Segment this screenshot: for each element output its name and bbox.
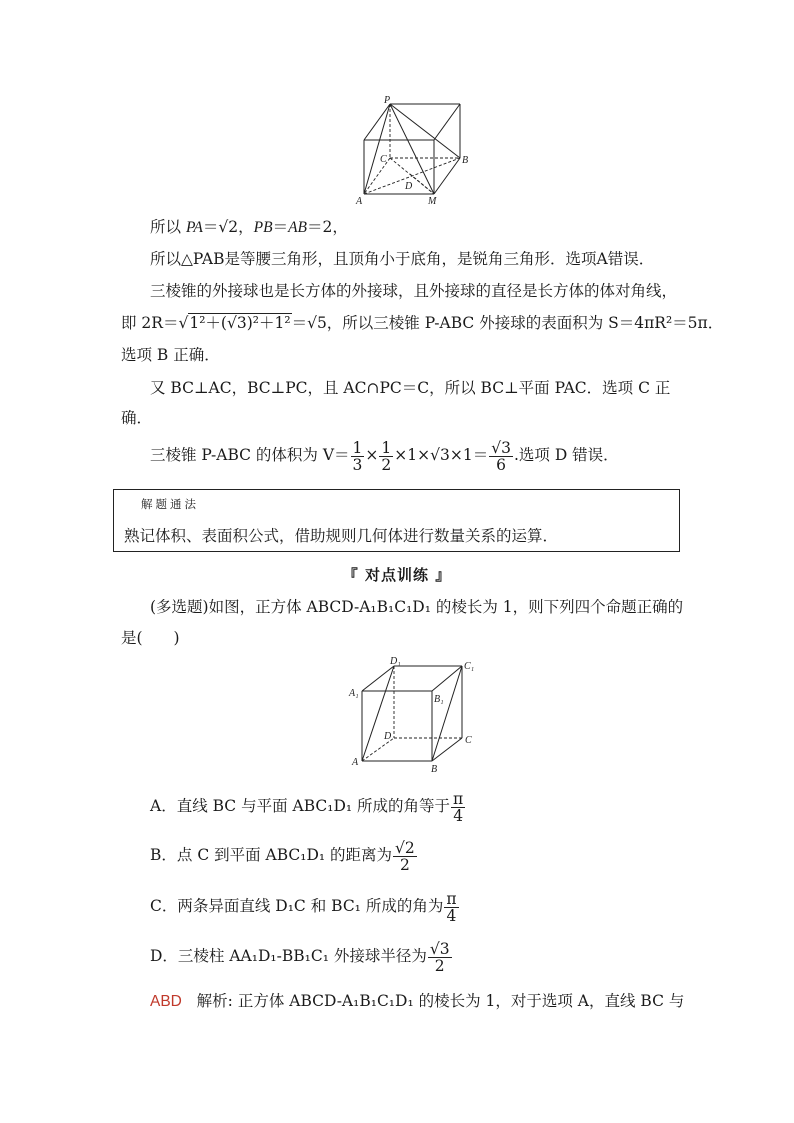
line-volume: 三棱锥 P-ABC 的体积为 V＝ $\frac{1}{3}$ × $\frac{1}{2}$ ×1×√3×1＝ $\frac{√3}{6}$ .选项 D 错误． [150, 438, 619, 474]
fraction-one-half: $\frac{1}{2}$ [381, 438, 392, 474]
option-d: D．三棱柱 AA₁D₁-BB₁C₁ 外接球半径为 $\frac{√3}{2}$ [150, 939, 450, 975]
fig2-label-D: D [384, 731, 392, 742]
fig2-label-A: A [352, 757, 359, 768]
fig2-label-B: B [431, 764, 438, 775]
figure-box-pyramid [350, 96, 480, 208]
fig2-label-C1: C₁ [464, 661, 475, 672]
solution-line [150, 991, 684, 1012]
fig1-label-A: A [356, 196, 363, 207]
solution-text: 正方体 ABCD-A₁B₁C₁D₁ 的棱长为 1，对于选项 A，直线 BC 与 [232, 992, 685, 1010]
fraction-one-third: $\frac{1}{3}$ [352, 438, 363, 474]
method-box-body: 熟记体积、表面积公式，借助规则几何体进行数量关系的运算． [124, 527, 559, 545]
method-box-title: 解题通法 [141, 497, 199, 511]
option-b-fraction: $\frac{√2}{2}$ [395, 838, 415, 874]
line-triangle-pab: 所以△PAB是等腰三角形，且顶角小于底角，是锐角三角形．选项A错误． [150, 250, 655, 268]
option-a: A．直线 BC 与平面 ABC₁D₁ 所成的角等于 $\frac{\pi}{4}$ [150, 789, 464, 825]
solution-label: 解析: [196, 992, 233, 1010]
question-line-2: 是( ) [121, 629, 180, 647]
fig1-label-M: M [428, 196, 437, 207]
answer-letters: ABD [150, 993, 182, 1010]
fig1-label-B: B [462, 155, 469, 166]
line-pa-pb: 所以 PA＝√2，PB＝AB＝2， [150, 218, 348, 236]
line-perpendicular: 又 BC⊥AC，BC⊥PC，且 AC∩PC＝C，所以 BC⊥平面 PAC．选项 C 正 [150, 379, 671, 397]
fig2-label-D1: D₁ [390, 656, 401, 667]
line-option-b-correct: 选项 B 正确． [121, 346, 220, 364]
figure-cube [346, 656, 478, 776]
option-a-fraction: $\frac{\pi}{4}$ [453, 789, 464, 825]
line-correct: 确． [121, 409, 153, 427]
fig2-label-B1: B₁ [434, 694, 444, 705]
option-c-fraction: $\frac{\pi}{4}$ [446, 889, 457, 925]
method-box [113, 489, 680, 552]
fig2-label-C: C [465, 735, 472, 746]
line-diameter: 即 2R＝√1²＋(√3)²＋1²＝√5，所以三棱锥 P-ABC 外接球的表面积为 S＝4πR²＝5π． [121, 314, 724, 332]
practice-heading: 『 对点训练 』 [342, 566, 452, 584]
option-b: B．点 C 到平面 ABC₁D₁ 的距离为 $\frac{√2}{2}$ [150, 838, 415, 874]
option-d-fraction: $\frac{√3}{2}$ [429, 939, 450, 975]
fig1-label-P: P [384, 96, 391, 106]
question-line-1: (多选题)如图，正方体 ABCD-A₁B₁C₁D₁ 的棱长为 1，则下列四个命题正确的 [150, 598, 684, 616]
line-circumsphere: 三棱锥的外接球也是长方体的外接球，且外接球的直径是长方体的体对角线， [150, 282, 678, 300]
fraction-root3-over-6: $\frac{√3}{6}$ [491, 438, 511, 474]
fig1-label-C: C [380, 154, 387, 165]
fig2-label-A1: A₁ [349, 688, 359, 699]
fig1-label-D: D [405, 181, 413, 192]
option-c: C．两条异面直线 D₁C 和 BC₁ 所成的角为 $\frac{\pi}{4}$ [150, 889, 457, 925]
